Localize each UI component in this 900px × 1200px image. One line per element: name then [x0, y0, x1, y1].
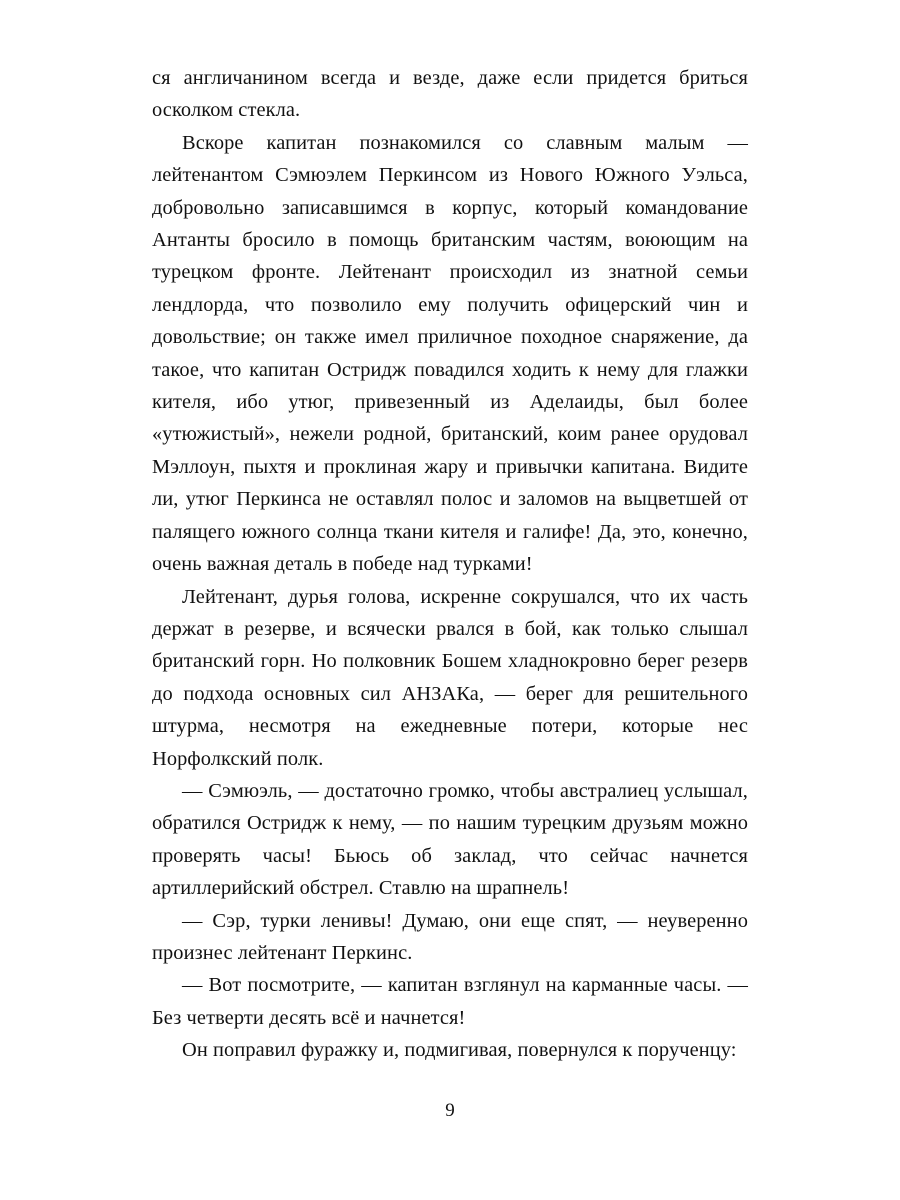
paragraph: Он поправил фуражку и, подмигивая, повернулся к порученцу: [182, 1039, 737, 1062]
page-body-text [152, 62, 748, 1067]
paragraph: Вскоре капитан познакомился со славным малым — лейтенантом Сэмюэлем Перкинсом из Нового Южного Уэльса, добровольно записавшимся в корпус, который командование Антанты бросило в помощь британским частям, воюющим на турецком фронте. Лейтенант происходил из знатной семьи лендлорда, что позволило ему получить офицерский чин и довольствие; он также имел приличное походное снаряжение, да такое, что капитан Остридж повадился ходить к нему для глажки кителя, ибо утюг, привезенный из Аделаиды, был более «утюжистый», нежели родной, британский, коим ранее орудовал Мэллоун, пыхтя и проклиная жару и привычки капитана. Видите ли, утюг Перкинса не оставлял полос и заломов на выцветшей от палящего южного солнца ткани кителя и галифе! Да, это, конечно, очень важная деталь в победе над турками! [152, 131, 748, 576]
paragraph: — Вот посмотрите, — капитан взглянул на карманные часы. — Без четверти десять всё и начнется! [152, 974, 748, 1029]
paragraph: ся англичанином всегда и везде, даже если придется бриться осколком стекла. [152, 67, 748, 122]
paragraph: — Сэр, турки ленивы! Думаю, они еще спят, — неуверенно произнес лейтенант Перкинс. [152, 909, 748, 964]
page-number: 9 [445, 1100, 455, 1121]
paragraph: Лейтенант, дурья голова, искренне сокрушался, что их часть держат в резерве, и всячески рвался в бой, как только слышал британский горн. Но полковник Бошем хладнокровно берег резерв до подхода основных сил АНЗАКа, — берег для решительного штурма, несмотря на ежедневные потери, которые нес Норфолкский полк. [152, 585, 748, 770]
paragraph: — Сэмюэль, — достаточно громко, чтобы австралиец услышал, обратился Остридж к нему, — по нашим турецким друзьям можно проверять часы! Бьюсь об заклад, что сейчас начнется артиллерийский обстрел. Ставлю на шрапнель! [152, 779, 748, 900]
